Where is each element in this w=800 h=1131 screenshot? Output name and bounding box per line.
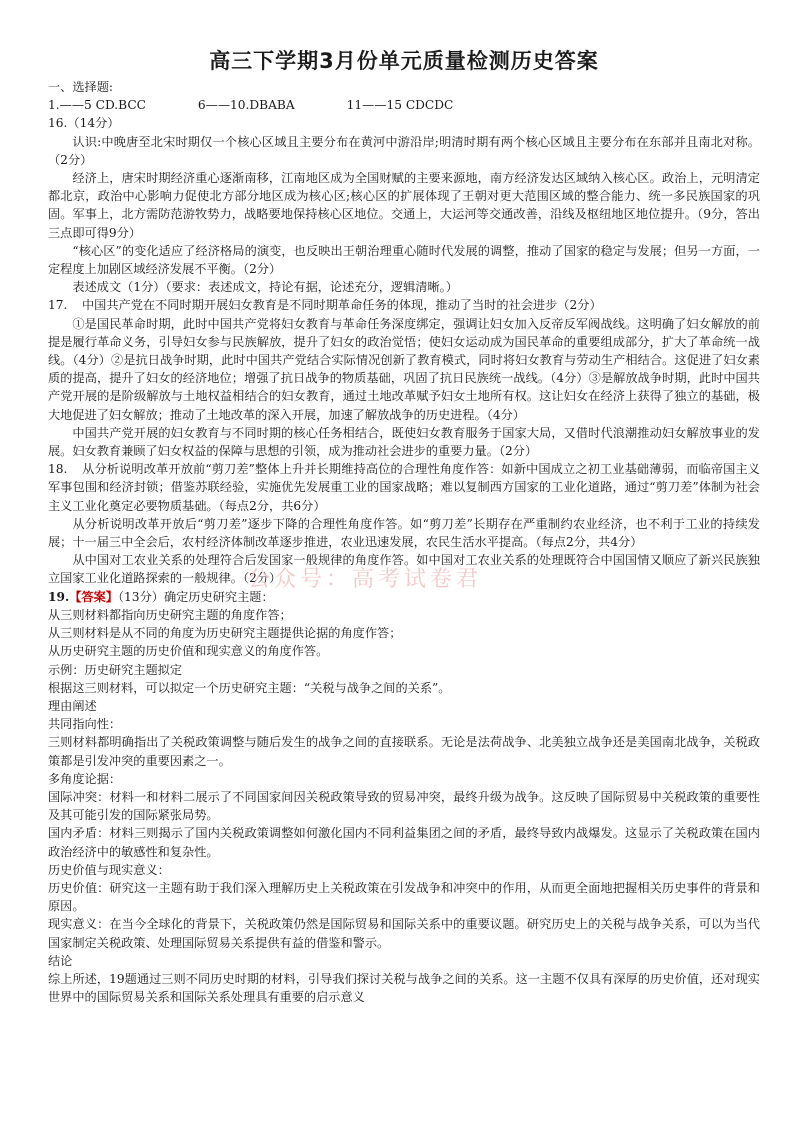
mc-group-1: 1.——5 CD.BCC xyxy=(48,98,146,113)
mc-group-3: 11——15 CDCDC xyxy=(346,98,454,113)
q16-paragraph: “核心区”的变化适应了经济格局的演变，也反映出王朝治理重心随时代发展的调整，推动了国家的稳定与发展；但另一方面，一定程度上加剧区域经济发展不平衡。（2分） xyxy=(48,243,760,277)
q19-line: 理由阐述 xyxy=(48,698,97,713)
q16-paragraph: 经济上，唐宋时期经济重心逐渐南移，江南地区成为全国财赋的主要来源地，南方经济发达区域纳入核心区。政治上，元明清定都北京，政治中心影响力促使北方部分地区成为核心区;核心区的扩展体现了王朝对更大范围区域的整合能力、统一多民族国家的巩固。军事上，北方需防范游牧势力，战略要地保持核心区地位。交通上，大运河等交通改善，沿线及枢纽地区地位提升。（9分，答出三点即可得9分） xyxy=(48,171,760,240)
q19-line: 综上所述，19题通过三则不同历史时期的材料，引导我们探讨关税与战争之间的关系。这一主题不仅具有深厚的历史价值，还对现实世界中的国际贸易关系和国际关系处理具有重要的启示意义 xyxy=(48,971,760,1005)
answer-document xyxy=(48,48,760,1006)
section-heading: 一、选择题: xyxy=(48,80,114,94)
q19-line: 国内矛盾：材料三则揭示了国内关税政策调整如何激化国内不同利益集团之间的矛盾，最终导致内战爆发。这显示了关税政策在国内政治经济中的敏感性和复杂性。 xyxy=(48,826,760,859)
q18-paragraph: 从中国对工农业关系的处理符合后发国家一般规律的角度作答。如中国对工农业关系的处理既符合中国国情又顺应了新兴民族独立国家工业化道路探索的一般规律。（2分） xyxy=(48,553,760,586)
watermark: 公众号：高考试卷君 xyxy=(248,567,483,592)
q19-line: 结论 xyxy=(48,953,73,968)
q18-number: 18. xyxy=(48,462,68,477)
q19-line: 从历史研究主题的历史价值和现实意义的角度作答。 xyxy=(48,644,329,659)
document-title: 高三下学期3月份单元质量检测历史答案 xyxy=(209,49,599,73)
q18-paragraph: 从分析说明改革开放后“剪刀差”逐步下降的合理性角度作答。如“剪刀差”长期存在严重制约农业经济，也不利于工业的持续发展；十一届三中全会后，农村经济体制改革逐步推进，农业迅速发展，农民生活水平提高。（每点2分，共4分） xyxy=(48,516,760,550)
mc-answers xyxy=(48,96,760,114)
q19-line: 三则材料都明确指出了关税政策调整与随后发生的战争之间的直接联系。无论是法荷战争、北美独立战争还是美国南北战争，关税政策都是引发冲突的重要因素之一。 xyxy=(48,735,760,768)
q19-line: 多角度论据： xyxy=(48,771,122,786)
q17-paragraph: 中国共产党开展的妇女教育与不同时期的核心任务相结合，既使妇女教育服务于国家大局，又借时代浪潮推动妇女解放事业的发展。妇女教育兼顾了妇女权益的保障与思想的引领，成为推动社会进步的重要力量。（2分） xyxy=(48,425,760,459)
q16-heading: 16.（14分） xyxy=(48,116,120,131)
q19-line: 现实意义：在当今全球化的背景下，关税政策仍然是国际贸易和国际关系中的重要议题。研究历史上的关税与战争关系，可以为当代国家制定关税政策、处理国际贸易关系提供有益的借鉴和警示。 xyxy=(48,917,760,950)
q19-line: 历史价值：研究这一主题有助于我们深入理解历史上关税政策在引发战争和冲突中的作用，从而更全面地把握相关历史事件的背景和原因。 xyxy=(48,880,760,914)
q19-head-text: （13分）确定历史研究主题： xyxy=(117,589,274,604)
q17-heading xyxy=(48,296,760,314)
q17-number: 17. xyxy=(48,298,68,313)
q19-line: 从三则材料都指向历史研究主题的角度作答； xyxy=(48,607,292,622)
q18-heading xyxy=(48,460,760,515)
q19-number: 19. xyxy=(48,589,70,604)
q19-answer-tag: 【答案】 xyxy=(69,589,118,604)
q17-paragraph: ①是国民革命时期，此时中国共产党将妇女教育与革命任务深度绑定，强调让妇女加入反帝反军阀战线。这明确了妇女解放的前提是履行革命义务，引导妇女参与民族解放，提升了妇女的政治觉悟；使妇女运动成为国民革命的重要组成部分，扩大了革命统一战线。（4分）②是抗日战争时期，此时中国共产党结合实际情况创新了教育模式，同时将妇女教育与劳动生产相结合。这促进了妇女素质的提高，提升了妇女的经济地位；增强了抗日战争的物质基础，巩固了抗日民族统一战线。（4分）③是解放战争时期，此时中国共产党开展的是阶级解放与土地权益相结合的妇女教育，通过土地改革赋予妇女土地所有权。这让妇女在经济上获得了独立的基础，极大地促进了妇女解放；推动了土地改革的深入开展，加速了解放战争的历史进程。（4分） xyxy=(48,316,760,422)
q19-line: 共同指向性： xyxy=(48,717,122,732)
q19-line: 示例：历史研究主题拟定 xyxy=(48,662,183,677)
q19-heading xyxy=(48,588,760,606)
q19-line: 从三则材料是从不同的角度为历史研究主题提供论据的角度作答； xyxy=(48,626,402,641)
q16-paragraph: 表述成文（1分）（要求：表述成文，持论有据，论述充分，逻辑清晰。） xyxy=(72,280,458,295)
q16-paragraph: 认识:中晚唐至北宋时期仅一个核心区域且主要分布在黄河中游沿岸;明清时期有两个核心区域且主要分布在东部并且南北对称。（2分） xyxy=(48,134,760,167)
q17-head-text: 中国共产党在不同时期开展妇女教育是不同时期革命任务的体现，推动了当时的社会进步（2分） xyxy=(82,298,602,313)
mc-group-2: 6——10.DBABA xyxy=(197,98,295,113)
q18-head-text: 从分析说明改革开放前“剪刀差”整体上升并长期维持高位的合理性角度作答：如新中国成立之初工业基础薄弱，而临帝国主义军事包围和经济封锁；借鉴苏联经验，实施优先发展重工业的国家战略；难以复制西方国家的工业化道路，通过“剪刀差”体制为社会主义工业化奠定必要物质基础。（每点2分，共6分） xyxy=(48,462,760,513)
q19-line: 根据这三则材料，可以拟定一个历史研究主题：“关税与战争之间的关系”。 xyxy=(48,680,451,695)
q19-line: 国际冲突：材料一和材料二展示了不同国家间因关税政策导致的贸易冲突，最终升级为战争。这反映了国际贸易中关税政策的重要性及其可能引发的国际紧张局势。 xyxy=(48,789,760,823)
q19-line: 历史价值与现实意义： xyxy=(48,862,170,877)
